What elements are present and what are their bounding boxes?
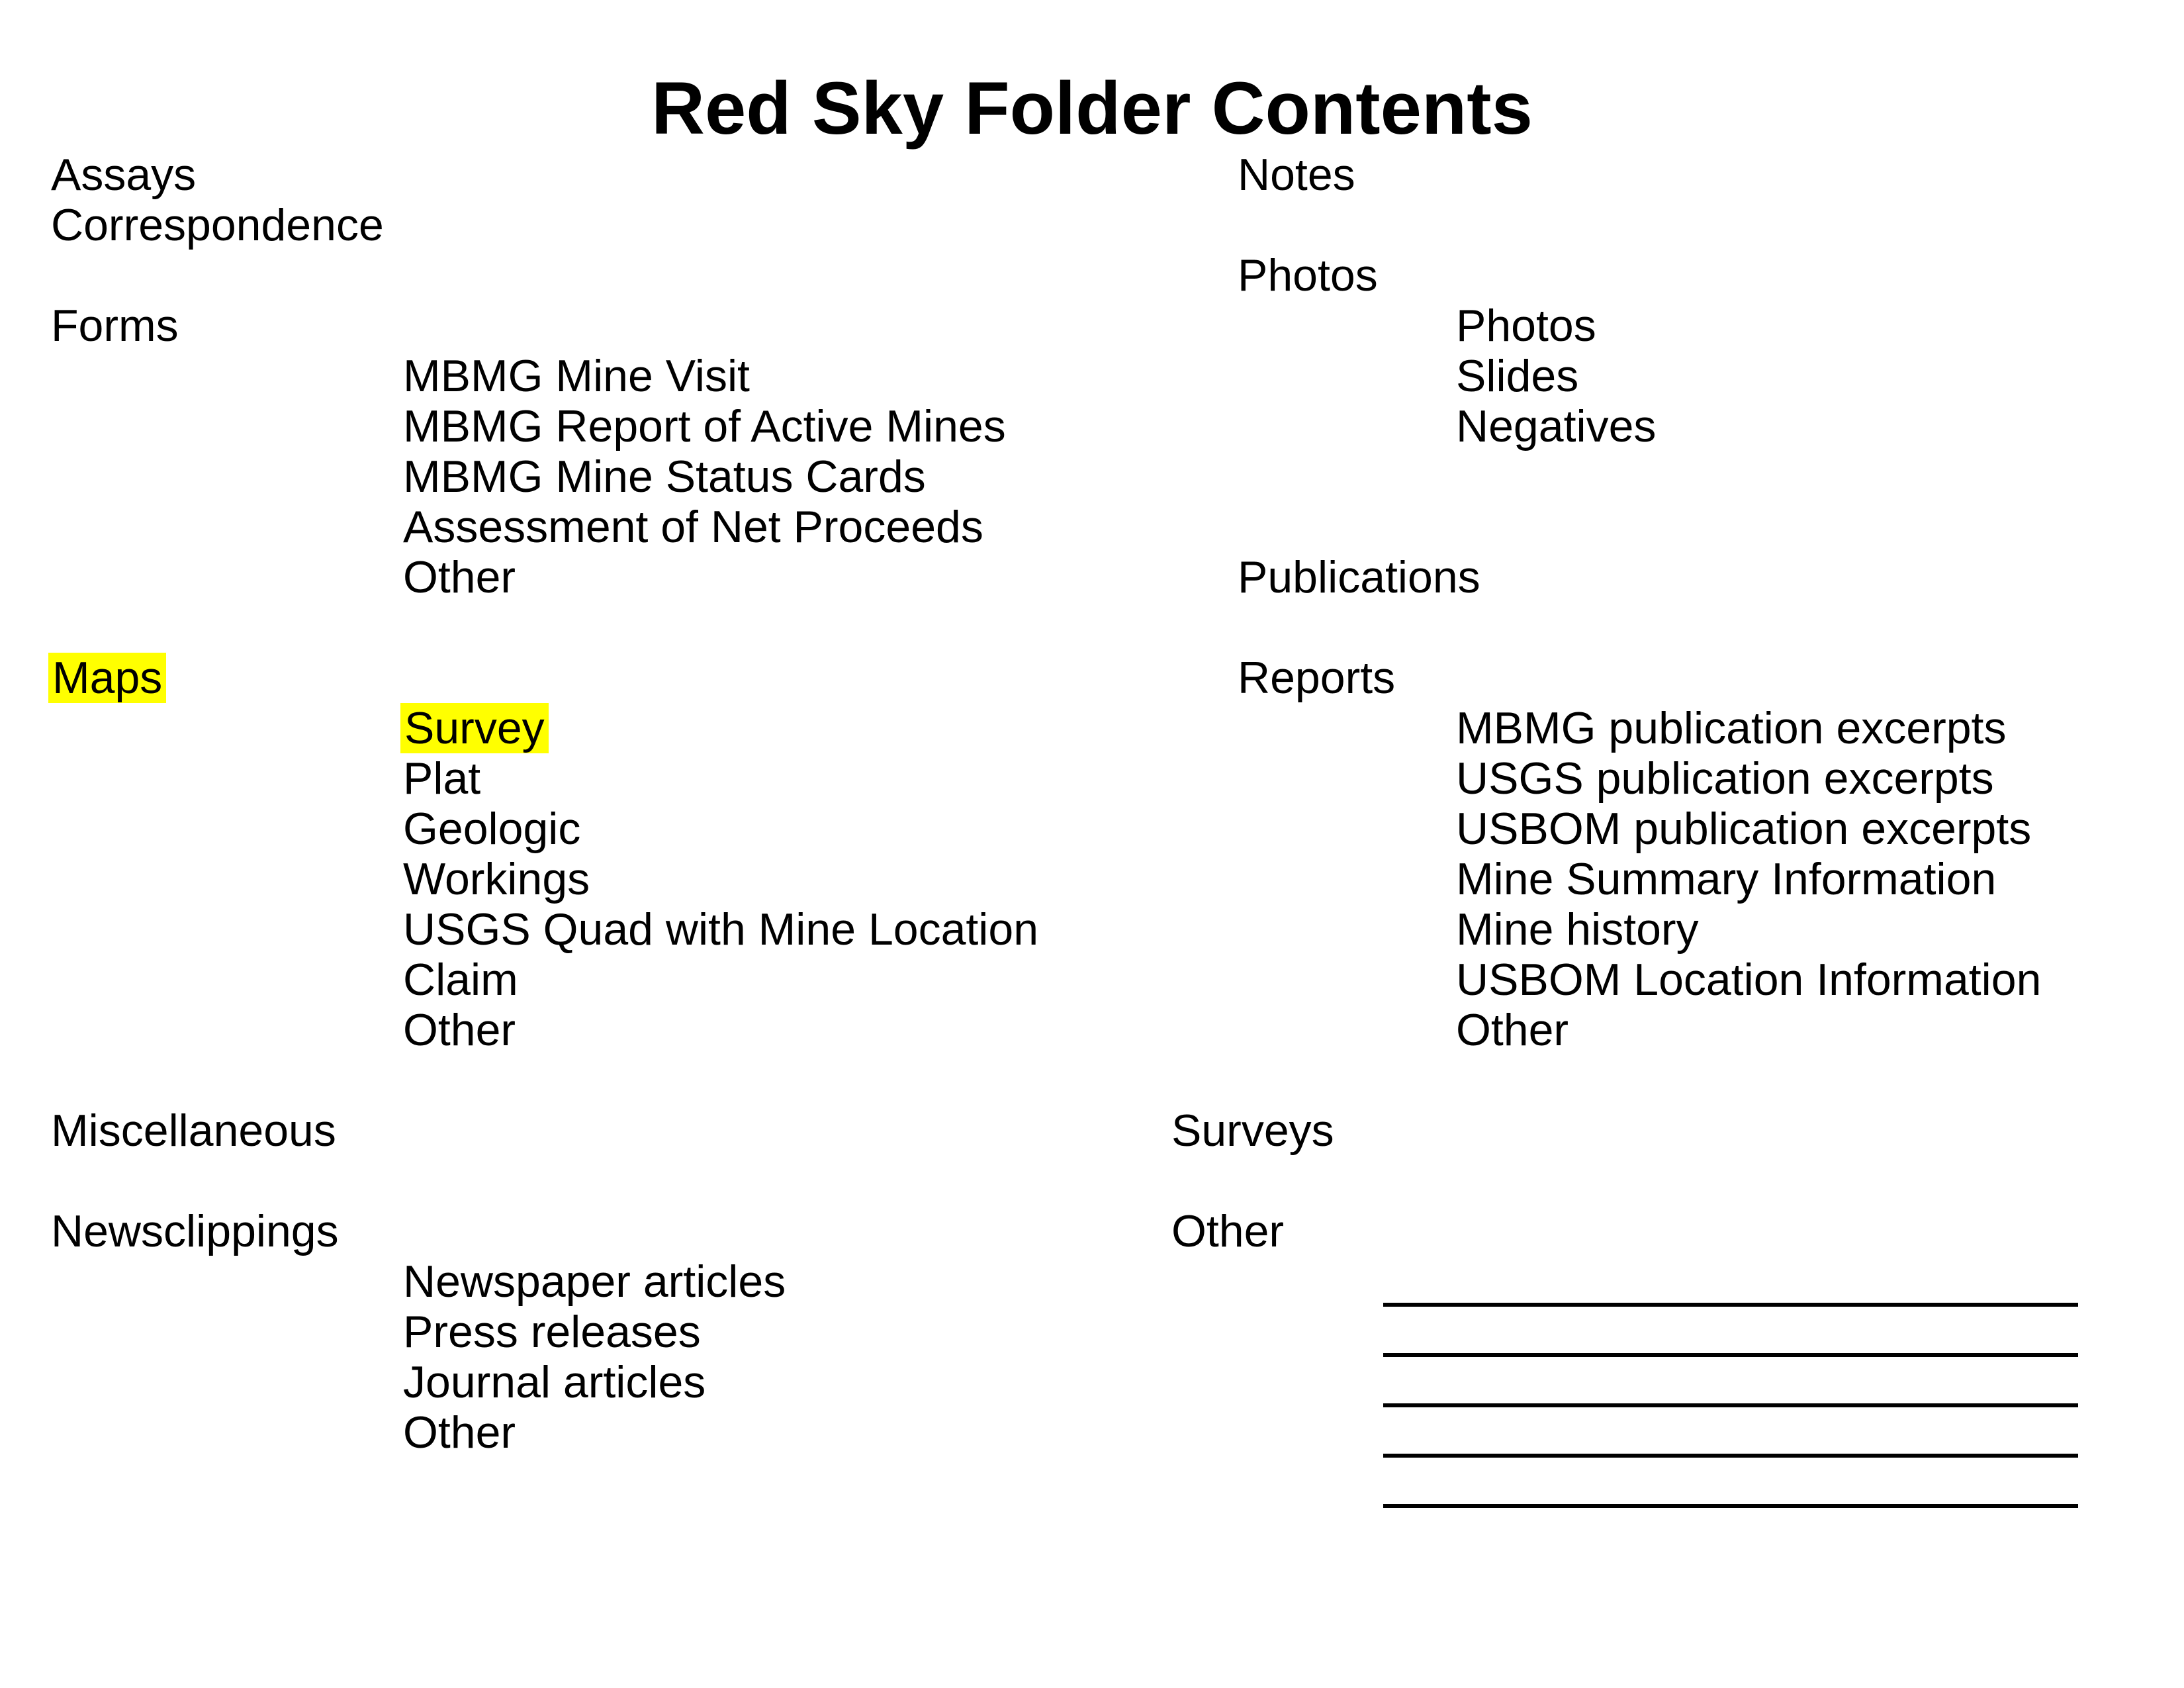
spacer: [51, 602, 1038, 653]
spacer: [1171, 200, 2078, 250]
left-column: [51, 150, 1038, 1458]
spacer: [1171, 1055, 2078, 1105]
survey-highlight: Survey: [400, 703, 549, 753]
newsclippings-item: Journal articles: [403, 1357, 706, 1407]
maps-item: Geologic: [403, 804, 581, 854]
reports-item: USBOM Location Information: [1456, 955, 2042, 1005]
newsclippings-item: Press releases: [403, 1307, 701, 1357]
forms-item: Other: [403, 552, 516, 602]
category-notes: Notes: [1238, 150, 1355, 200]
write-in-line-row: [1171, 1458, 2078, 1508]
category-publications: Publications: [1238, 552, 1480, 602]
write-in-line-row: [1171, 1256, 2078, 1307]
category-newsclippings: Newsclippings: [51, 1206, 339, 1256]
category-miscellaneous: Miscellaneous: [51, 1105, 336, 1156]
category-other: Other: [1171, 1206, 1285, 1256]
write-in-line: [1383, 1307, 2078, 1357]
photos-item: Negatives: [1456, 401, 1657, 451]
maps-highlight: Maps: [48, 653, 166, 703]
reports-item: MBMG publication excerpts: [1456, 703, 2007, 753]
category-maps: [51, 653, 1038, 703]
forms-item: MBMG Mine Status Cards: [403, 451, 926, 502]
category-assays: Assays: [51, 150, 197, 200]
newsclippings-item: Other: [403, 1407, 516, 1458]
maps-item: USGS Quad with Mine Location: [403, 904, 1039, 955]
photos-item: Photos: [1456, 301, 1596, 351]
category-surveys: Surveys: [1171, 1105, 1334, 1156]
category-correspondence: Correspondence: [51, 200, 384, 250]
write-in-line: [1383, 1458, 2078, 1508]
write-in-line-row: [1171, 1307, 2078, 1357]
category-reports: Reports: [1238, 653, 1396, 703]
spacer: [1171, 602, 2078, 653]
write-in-line: [1383, 1256, 2078, 1307]
forms-item: MBMG Mine Visit: [403, 351, 750, 401]
spacer: [1171, 1156, 2078, 1206]
page-title: Red Sky Folder Contents: [651, 67, 1533, 150]
spacer: [51, 1055, 1038, 1105]
spacer: [1171, 502, 2078, 552]
right-column: [1171, 150, 2078, 1508]
maps-item: Claim: [403, 955, 518, 1005]
write-in-line: [1383, 1357, 2078, 1407]
maps-item: Other: [403, 1005, 516, 1055]
spacer: [1171, 451, 2078, 502]
reports-item: Mine Summary Information: [1456, 854, 1997, 904]
reports-item: Mine history: [1456, 904, 1699, 955]
forms-item: MBMG Report of Active Mines: [403, 401, 1006, 451]
reports-item: Other: [1456, 1005, 1569, 1055]
photos-item: Slides: [1456, 351, 1579, 401]
newsclippings-item: Newspaper articles: [403, 1256, 786, 1307]
forms-item: Assessment of Net Proceeds: [403, 502, 983, 552]
maps-item: Plat: [403, 753, 481, 804]
write-in-line: [1383, 1407, 2078, 1458]
reports-item: USBOM publication excerpts: [1456, 804, 2032, 854]
maps-item: [51, 703, 1038, 753]
spacer: [51, 1156, 1038, 1206]
write-in-line-row: [1171, 1357, 2078, 1407]
category-forms: Forms: [51, 301, 179, 351]
reports-item: USGS publication excerpts: [1456, 753, 1994, 804]
spacer: [51, 250, 1038, 301]
maps-item: Workings: [403, 854, 590, 904]
write-in-line-row: [1171, 1407, 2078, 1458]
category-photos: Photos: [1238, 250, 1378, 301]
